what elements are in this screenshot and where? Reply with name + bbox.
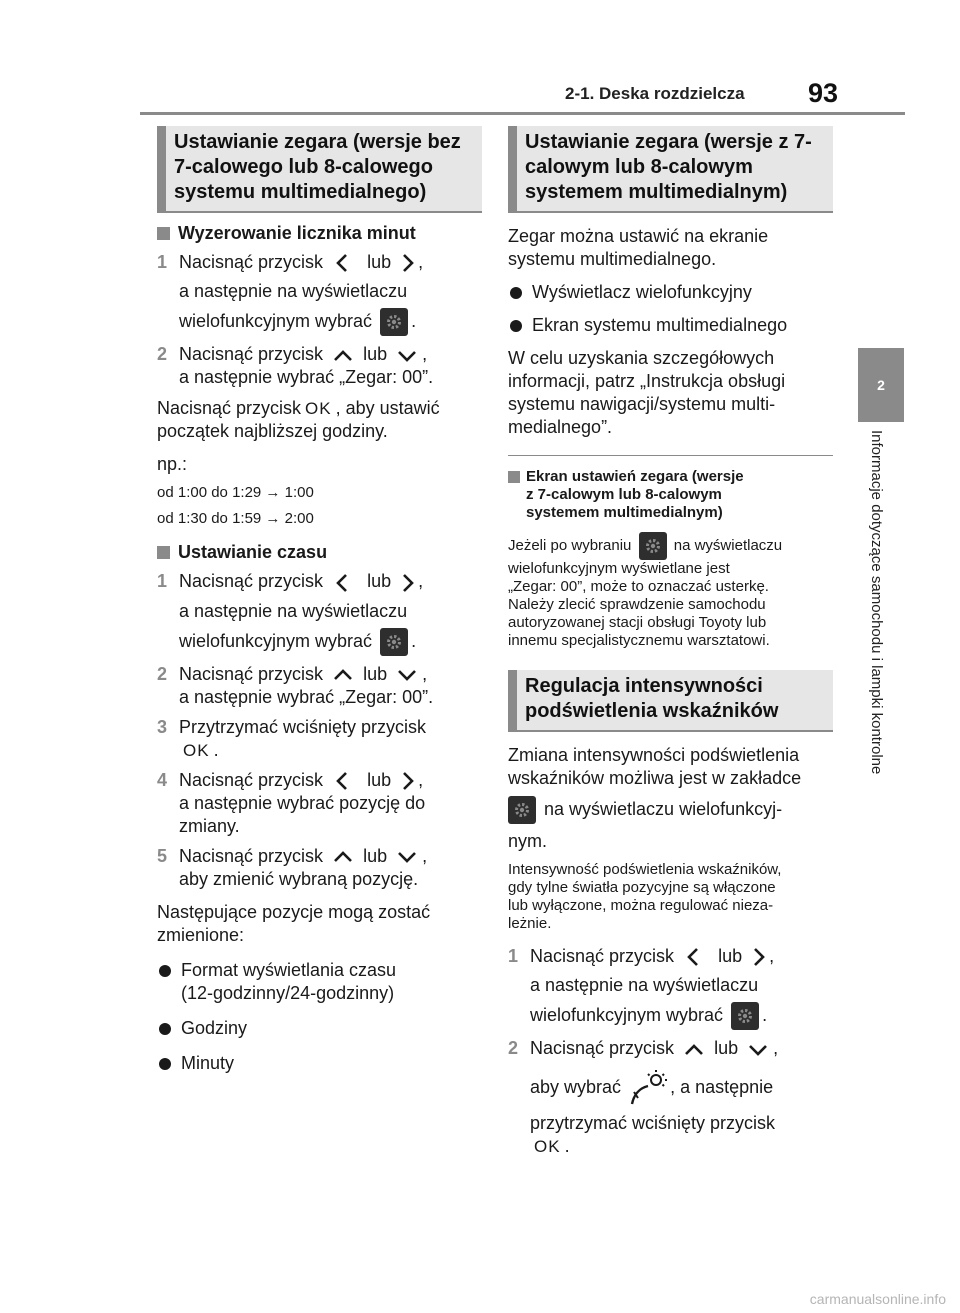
- bullet-item: Wyświetlacz wielofunkcyjny: [508, 281, 833, 304]
- note-text: Intensywność podświetlenia wskaźników, gdy tylne światła pozycyjne są włączone lub wyłączone, można regulować nieza- leżnie.: [508, 861, 782, 932]
- example-line: od 1:30 do 1:59 → 2:00: [157, 510, 314, 528]
- header-rule: [140, 112, 905, 115]
- chevron-up-icon: [328, 848, 358, 866]
- square-bullet-icon: [157, 227, 170, 240]
- step: 2 Nacisnąć przycisk lub , aby wybrać , a następnie przytrzymać wciśnięty przycisk OK .: [508, 1038, 779, 1157]
- step: 2 Nacisnąć przycisk lub , a następnie wybrać „Zegar: 00”.: [157, 344, 434, 388]
- chapter-title: Informacje dotyczące samochodu i lampki kontrolne: [868, 430, 885, 775]
- ok-button-icon: OK: [305, 399, 332, 419]
- bullet-dot-icon: [159, 1023, 171, 1035]
- paragraph: Zegar można ustawić na ekranie systemu multimedialnego.: [508, 226, 769, 269]
- chevron-down-icon: [392, 848, 422, 866]
- settings-gear-icon: [380, 628, 408, 656]
- paragraph: Zmiana intensywności podświetlenia wskaźników możliwa jest w zakładce na wyświetlaczu wielofunkcyj- nym.: [508, 745, 802, 851]
- bullet-dot-icon: [159, 1058, 171, 1070]
- ok-button-icon: OK: [534, 1137, 561, 1157]
- bullet-dot-icon: [510, 320, 522, 332]
- example-line: od 1:00 do 1:29 → 1:00: [157, 484, 314, 502]
- square-bullet-icon: [508, 471, 520, 483]
- settings-gear-icon: [508, 796, 536, 824]
- chevron-left-icon: [679, 946, 713, 968]
- step: 2 Nacisnąć przycisk lub , a następnie wybrać „Zegar: 00”.: [157, 663, 434, 707]
- right-column: [508, 126, 833, 1158]
- bullet-item: Minuty: [157, 1052, 482, 1075]
- section-heading-clock-multimedia: Ustawianie zegara (wersje z 7-calowym lub 8-calowym systemem multimedialnym): [508, 126, 833, 213]
- paragraph: W celu uzyskania szczegółowych informacji, patrz „Instrukcja obsługi systemu nawigacji/systemu multi- medialnego”.: [508, 348, 786, 437]
- chevron-right-icon: [396, 572, 418, 594]
- chevron-up-icon: [679, 1041, 709, 1059]
- watermark-text: carmanualsonline.info: [809, 1291, 946, 1307]
- chevron-up-icon: [328, 666, 358, 684]
- bullet-item: Ekran systemu multimedialnego: [508, 314, 833, 337]
- step: 1 Nacisnąć przycisk lub , a następnie na wyświetlaczu wielofunkcyjnym wybrać .: [508, 945, 833, 1030]
- subheading-set-time: Ustawianie czasu: [157, 542, 482, 563]
- chapter-number: 2: [877, 377, 885, 393]
- chevron-right-icon: [747, 946, 769, 968]
- step: 1 Nacisnąć przycisk lub , a następnie na wyświetlaczu wielofunkcyjnym wybrać .: [157, 251, 482, 336]
- chevron-left-icon: [328, 252, 362, 274]
- subheading-reset-minutes: Wyzerowanie licznika minut: [157, 223, 482, 244]
- subheading-clock-settings-screen: Ekran ustawień zegara (wersje z 7-calowym lub 8-calowym systemem multimedialnym): [508, 468, 833, 522]
- chevron-left-icon: [328, 572, 362, 594]
- bullet-dot-icon: [159, 965, 171, 977]
- step: 1 Nacisnąć przycisk lub , a następnie na wyświetlaczu wielofunkcyjnym wybrać .: [157, 570, 482, 655]
- settings-gear-icon: [731, 1002, 759, 1030]
- bullet-item: Format wyświetlania czasu (12-godzinny/24-godzinny): [157, 959, 482, 1005]
- chevron-left-icon: [328, 770, 362, 792]
- section-title: 2-1. Deska rozdzielcza: [565, 84, 745, 103]
- page-number: 93: [808, 78, 839, 108]
- chevron-up-icon: [328, 347, 358, 365]
- ok-button-icon: OK: [183, 740, 210, 760]
- chevron-right-icon: [396, 252, 418, 274]
- settings-gear-icon: [380, 308, 408, 336]
- section-heading-backlight: Regulacja intensywności podświetlenia wskaźników: [508, 670, 833, 732]
- bullet-dot-icon: [510, 287, 522, 299]
- chevron-down-icon: [392, 347, 422, 365]
- note-text: Jeżeli po wybraniu na wyświetlaczu wielofunkcyjnym wyświetlane jest „Zegar: 00”, może to oznaczać usterkę. Należy zlecić sprawdzenie samochodu autoryzowanej stacji obsługi Toyoty lub innemu specjalistycznemu warsztatowi.: [508, 532, 833, 650]
- bullet-item: Godziny: [157, 1017, 482, 1040]
- step: 5 Nacisnąć przycisk lub , aby zmienić wybraną pozycję.: [157, 845, 428, 889]
- paragraph: Następujące pozycje mogą zostać zmienione:: [157, 901, 431, 945]
- chevron-down-icon: [392, 666, 422, 684]
- section-heading-clock-no-multimedia: Ustawianie zegara (wersje bez 7-calowego lub 8-calowego systemu multimedialnego): [157, 126, 482, 213]
- step: 4 Nacisnąć przycisk lub , a następnie wybrać pozycję do zmiany.: [157, 769, 426, 836]
- chapter-tab: [858, 348, 904, 422]
- square-bullet-icon: [157, 546, 170, 559]
- paragraph: Nacisnąć przycisk OK , aby ustawić początek najbliższej godziny.: [157, 398, 440, 442]
- chevron-right-icon: [396, 770, 418, 792]
- left-column: [157, 126, 482, 1075]
- divider: [508, 455, 833, 456]
- settings-gear-icon: [639, 532, 667, 560]
- example-label: np.:: [157, 454, 188, 475]
- backlight-brightness-icon: [626, 1068, 670, 1108]
- step: 3 Przytrzymać wciśnięty przycisk OK .: [157, 716, 427, 760]
- chevron-down-icon: [743, 1041, 773, 1059]
